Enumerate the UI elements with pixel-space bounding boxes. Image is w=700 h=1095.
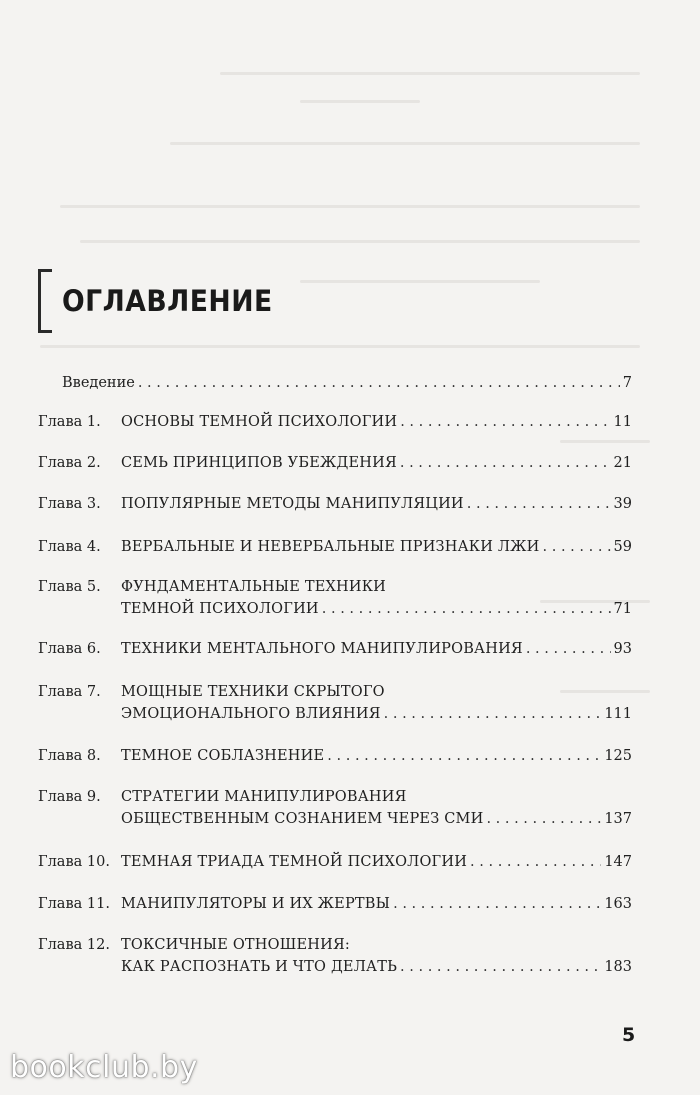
toc-entry[interactable] — [38, 638, 632, 660]
show-through-line — [40, 345, 640, 348]
show-through-line — [170, 142, 640, 145]
entry-title-continued: ОБЩЕСТВЕННЫМ СОЗНАНИЕМ ЧЕРЕЗ СМИ — [121, 811, 484, 827]
show-through-line — [80, 240, 640, 243]
leader-dots — [543, 536, 611, 558]
page-number: 5 — [622, 1024, 636, 1046]
entry-chapter: Глава 1. — [38, 414, 101, 430]
show-through-line — [220, 72, 640, 75]
leader-dots — [400, 452, 611, 474]
entry-page: 183 — [604, 959, 632, 975]
entry-title: СЕМЬ ПРИНЦИПОВ УБЕЖДЕНИЯ — [121, 455, 397, 471]
entry-chapter: Глава 3. — [38, 496, 101, 512]
toc-entry[interactable] — [38, 851, 632, 873]
leader-dots — [384, 703, 602, 725]
toc-heading — [38, 268, 291, 334]
entry-chapter: Глава 9. — [38, 789, 101, 805]
entry-chapter: Глава 5. — [38, 579, 101, 595]
heading-bracket — [38, 269, 52, 333]
entry-page: 21 — [613, 455, 632, 471]
show-through-line — [300, 280, 540, 283]
entry-title: ФУНДАМЕНТАЛЬНЫЕ ТЕХНИКИ — [121, 579, 386, 595]
entry-page: 147 — [604, 854, 632, 870]
toc-entry[interactable] — [62, 372, 632, 394]
toc-entry[interactable] — [38, 576, 632, 620]
entry-title: МОЩНЫЕ ТЕХНИКИ СКРЫТОГО — [121, 684, 385, 700]
toc-entry[interactable] — [38, 745, 632, 767]
entry-page: 7 — [622, 375, 632, 391]
entry-page: 71 — [613, 601, 632, 617]
entry-title: ТЕМНОЕ СОБЛАЗНЕНИЕ — [121, 748, 325, 764]
toc-entry[interactable] — [38, 934, 632, 978]
entry-chapter: Глава 2. — [38, 455, 101, 471]
leader-dots — [138, 372, 620, 394]
entry-page: 137 — [604, 811, 632, 827]
entry-page: 59 — [613, 539, 632, 555]
leader-dots — [322, 598, 611, 620]
toc-title: ОГЛАВЛЕНИЕ — [62, 284, 273, 318]
leader-dots — [467, 493, 611, 515]
show-through-line — [60, 205, 640, 208]
entry-title: ОСНОВЫ ТЕМНОЙ ПСИХОЛОГИИ — [121, 414, 398, 430]
toc-entry[interactable] — [38, 536, 632, 558]
entry-page: 125 — [604, 748, 632, 764]
entry-title: ТОКСИЧНЫЕ ОТНОШЕНИЯ: — [121, 937, 350, 953]
leader-dots — [400, 411, 610, 433]
toc-entry[interactable] — [38, 786, 632, 830]
toc-entry[interactable] — [38, 493, 632, 515]
entry-title: ТЕХНИКИ МЕНТАЛЬНОГО МАНИПУЛИРОВАНИЯ — [121, 641, 523, 657]
leader-dots — [393, 893, 601, 915]
entry-title-continued: КАК РАСПОЗНАТЬ И ЧТО ДЕЛАТЬ — [121, 959, 398, 975]
entry-title: СТРАТЕГИИ МАНИПУЛИРОВАНИЯ — [121, 789, 407, 805]
toc-entry[interactable] — [38, 411, 632, 433]
entry-page: 163 — [604, 896, 632, 912]
toc-entry[interactable] — [38, 452, 632, 474]
entry-title-continued: ТЕМНОЙ ПСИХОЛОГИИ — [121, 601, 319, 617]
leader-dots — [400, 956, 601, 978]
show-through-line — [300, 100, 420, 103]
entry-title: ТЕМНАЯ ТРИАДА ТЕМНОЙ ПСИХОЛОГИИ — [121, 854, 468, 870]
entry-page: 111 — [604, 706, 632, 722]
entry-chapter: Глава 10. — [38, 854, 110, 870]
entry-chapter: Глава 4. — [38, 539, 101, 555]
entry-chapter: Глава 12. — [38, 937, 110, 953]
entry-chapter: Глава 6. — [38, 641, 101, 657]
entry-page: 93 — [613, 641, 632, 657]
entry-title: ВЕРБАЛЬНЫЕ И НЕВЕРБАЛЬНЫЕ ПРИЗНАКИ ЛЖИ — [121, 539, 540, 555]
entry-chapter: Глава 8. — [38, 748, 101, 764]
toc-entry[interactable] — [38, 681, 632, 725]
entry-title: МАНИПУЛЯТОРЫ И ИХ ЖЕРТВЫ — [121, 896, 391, 912]
entry-title: ПОПУЛЯРНЫЕ МЕТОДЫ МАНИПУЛЯЦИИ — [121, 496, 464, 512]
entry-page: 39 — [613, 496, 632, 512]
site-watermark: bookclub.by — [10, 1050, 198, 1085]
entry-title-continued: ЭМОЦИОНАЛЬНОГО ВЛИЯНИЯ — [121, 706, 381, 722]
entry-title: Введение — [62, 375, 135, 391]
toc-entry[interactable] — [38, 893, 632, 915]
show-through-line — [560, 440, 650, 443]
leader-dots — [486, 808, 601, 830]
leader-dots — [470, 851, 601, 873]
entry-chapter: Глава 11. — [38, 896, 110, 912]
leader-dots — [327, 745, 601, 767]
leader-dots — [526, 638, 611, 660]
entry-page: 11 — [613, 414, 632, 430]
entry-chapter: Глава 7. — [38, 684, 101, 700]
